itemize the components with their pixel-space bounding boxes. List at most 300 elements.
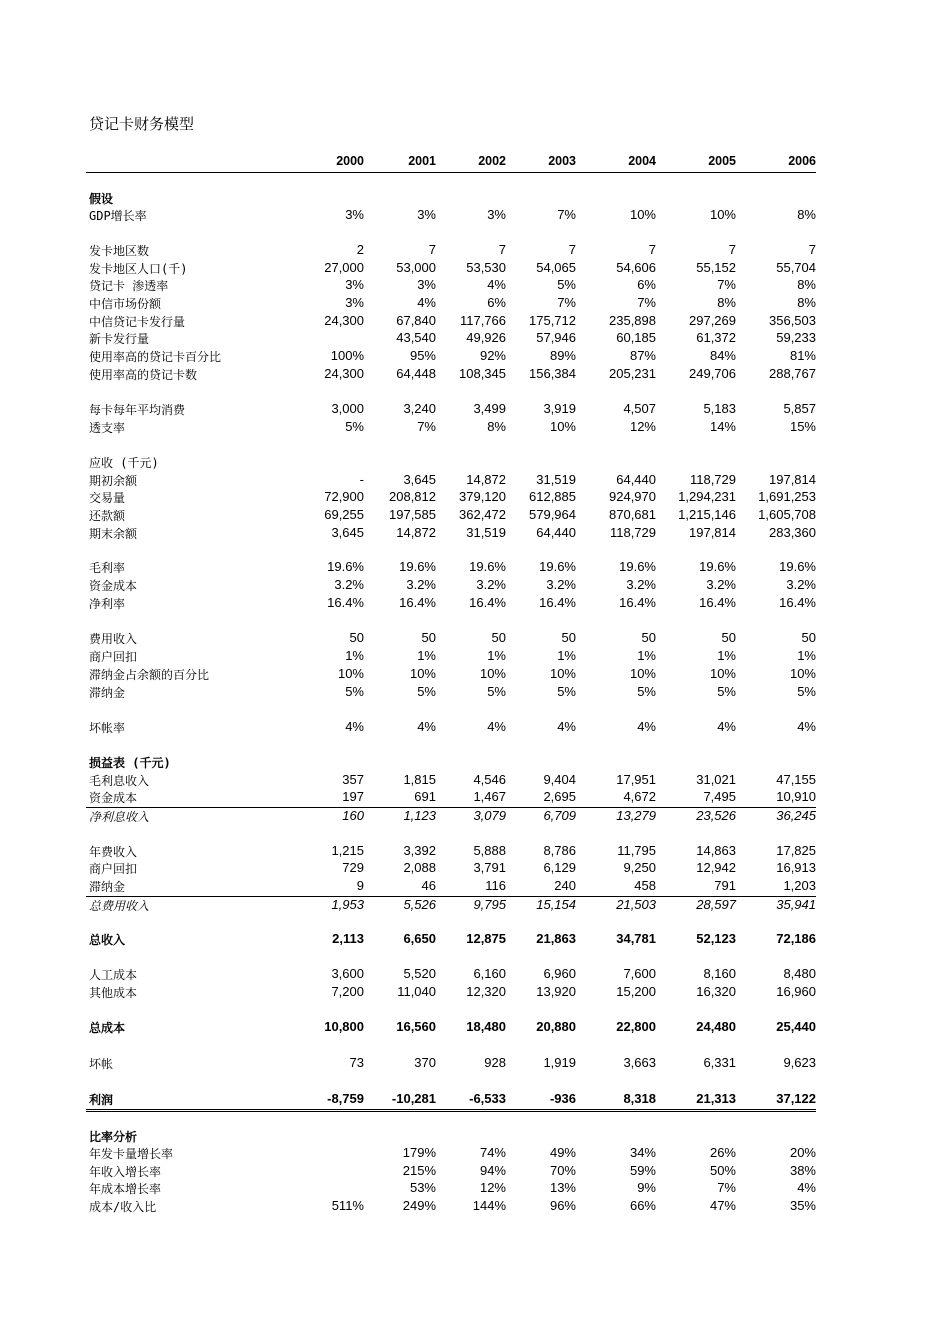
table-row xyxy=(86,807,816,826)
row-label: 滞纳金 xyxy=(89,880,126,894)
cell-2005: 3.2% xyxy=(706,577,736,592)
cell-2004: 4,507 xyxy=(623,401,656,416)
cell-2002: 31,519 xyxy=(466,525,506,540)
cell-2001: 3,392 xyxy=(403,843,436,858)
cell-2003: 16.4% xyxy=(539,595,576,610)
table-row xyxy=(86,295,816,313)
cell-2001: 1,815 xyxy=(403,772,436,787)
cell-2001: 5,520 xyxy=(403,966,436,981)
cell-2001: 7 xyxy=(428,242,436,257)
cell-2005: 16,320 xyxy=(696,984,736,999)
cell-2001: 7% xyxy=(417,419,436,434)
cell-2005: 7% xyxy=(717,277,736,292)
cell-2005: 118,729 xyxy=(689,472,736,487)
row-label: 商户回扣 xyxy=(89,862,138,876)
cell-2003: 2,695 xyxy=(543,789,576,804)
row-label: 费用收入 xyxy=(89,632,138,646)
table-row xyxy=(86,966,816,984)
table-row xyxy=(86,472,816,490)
cell-2001: 5% xyxy=(417,684,436,699)
cell-2003: 13% xyxy=(549,1180,576,1195)
cell-2005: 7,495 xyxy=(703,789,736,804)
table-row xyxy=(86,401,816,419)
table-row xyxy=(86,754,816,772)
cell-2003: 10% xyxy=(549,666,576,681)
cell-2002: 362,472 xyxy=(459,507,506,522)
cell-2000: 4% xyxy=(345,719,364,734)
cell-2004: 4,672 xyxy=(623,789,656,804)
cell-2000: 3% xyxy=(345,277,364,292)
cell-2003: 1,919 xyxy=(543,1055,576,1070)
cell-2000: 73 xyxy=(349,1055,364,1070)
cell-2005: 791 xyxy=(714,878,736,893)
cell-2004: 19.6% xyxy=(619,559,656,574)
cell-2005: 1,215,146 xyxy=(678,507,736,522)
cell-2003: 175,712 xyxy=(529,313,576,328)
cell-2000: 3.2% xyxy=(334,577,364,592)
cell-2003: 4% xyxy=(557,719,576,734)
cell-2002: 116 xyxy=(485,878,506,893)
cell-2003: 6,960 xyxy=(543,966,576,981)
table-row xyxy=(86,277,816,295)
cell-2006: 10% xyxy=(789,666,816,681)
cell-2000: 3,645 xyxy=(331,525,364,540)
cell-2005: 23,526 xyxy=(696,808,736,823)
cell-2002: 108,345 xyxy=(459,366,506,381)
table-row xyxy=(86,559,816,577)
year-header-2000: 2000 xyxy=(336,154,364,168)
cell-2006: 35% xyxy=(789,1198,816,1213)
cell-2003: 19.6% xyxy=(539,559,576,574)
cell-2001: 2,088 xyxy=(403,860,436,875)
row-label: 年发卡量增长率 xyxy=(89,1147,174,1161)
cell-2000: 24,300 xyxy=(324,366,364,381)
cell-2004: 4% xyxy=(637,719,656,734)
cell-2004: 10% xyxy=(629,207,656,222)
cell-2001: 53% xyxy=(409,1180,436,1195)
cell-2001: 197,585 xyxy=(389,507,436,522)
cell-2000: 10% xyxy=(337,666,364,681)
table-row xyxy=(86,260,816,278)
cell-2002: 3.2% xyxy=(476,577,506,592)
cell-2002: 94% xyxy=(479,1163,506,1178)
cell-2006: 59,233 xyxy=(776,330,816,345)
cell-2001: 1% xyxy=(417,648,436,663)
table-row xyxy=(86,896,816,915)
cell-2005: 8,160 xyxy=(703,966,736,981)
cell-2000: 72,900 xyxy=(324,489,364,504)
row-label: 人工成本 xyxy=(89,968,138,982)
cell-2001: 43,540 xyxy=(396,330,436,345)
cell-2005: 31,021 xyxy=(696,772,736,787)
table-row xyxy=(86,242,816,260)
cell-2006: 50 xyxy=(801,630,816,645)
cell-2005: 50% xyxy=(709,1163,736,1178)
table-row xyxy=(86,1091,816,1112)
cell-2006: 9,623 xyxy=(783,1055,816,1070)
cell-2006: 8% xyxy=(797,277,816,292)
cell-2002: 1,467 xyxy=(473,789,506,804)
cell-2006: 15% xyxy=(789,419,816,434)
cell-2003: 612,885 xyxy=(529,489,576,504)
cell-2006: 17,825 xyxy=(776,843,816,858)
cell-2005: 24,480 xyxy=(696,1019,736,1034)
cell-2000: 357 xyxy=(342,772,364,787)
table-row xyxy=(86,1180,816,1198)
cell-2005: 1,294,231 xyxy=(678,489,736,504)
cell-2003: 6,709 xyxy=(543,808,576,823)
table-row xyxy=(86,525,816,543)
cell-2000: 9 xyxy=(356,878,364,893)
cell-2001: 53,000 xyxy=(396,260,436,275)
table-row xyxy=(86,860,816,878)
cell-2001: 5,526 xyxy=(403,897,436,912)
cell-2001: 208,812 xyxy=(389,489,436,504)
cell-2005: 5% xyxy=(717,684,736,699)
row-label: 总收入 xyxy=(89,933,126,947)
cell-2000: - xyxy=(359,472,364,487)
cell-2004: 235,898 xyxy=(609,313,656,328)
cell-2005: 10% xyxy=(709,666,736,681)
cell-2001: 16.4% xyxy=(399,595,436,610)
cell-2003: 10% xyxy=(549,419,576,434)
cell-2005: 14,863 xyxy=(696,843,736,858)
year-header-2002: 2002 xyxy=(478,154,506,168)
cell-2003: 31,519 xyxy=(536,472,576,487)
cell-2002: 5,888 xyxy=(473,843,506,858)
cell-2003: 3,919 xyxy=(543,401,576,416)
cell-2001: 16,560 xyxy=(396,1019,436,1034)
cell-2002: 4,546 xyxy=(473,772,506,787)
cell-2000: 5% xyxy=(345,684,364,699)
page-title: 贷记卡财务模型 xyxy=(89,115,195,133)
cell-2000: 19.6% xyxy=(327,559,364,574)
cell-2003: 96% xyxy=(549,1198,576,1213)
cell-2004: 118,729 xyxy=(609,525,656,540)
cell-2000: 3% xyxy=(345,295,364,310)
cell-2001: 67,840 xyxy=(396,313,436,328)
cell-2001: 95% xyxy=(409,348,436,363)
cell-2004: 13,279 xyxy=(616,808,656,823)
cell-2006: 8,480 xyxy=(783,966,816,981)
cell-2006: 16.4% xyxy=(779,595,816,610)
cell-2005: 14% xyxy=(709,419,736,434)
cell-2003: 579,964 xyxy=(529,507,576,522)
cell-2004: 87% xyxy=(629,348,656,363)
row-label: 商户回扣 xyxy=(89,650,138,664)
table-row xyxy=(86,684,816,702)
cell-2006: 356,503 xyxy=(769,313,816,328)
cell-2004: 458 xyxy=(634,878,656,893)
row-label: 资金成本 xyxy=(89,579,138,593)
cell-2002: 8% xyxy=(487,419,506,434)
cell-2000: 7,200 xyxy=(331,984,364,999)
cell-2003: 3.2% xyxy=(546,577,576,592)
cell-2002: 3% xyxy=(487,207,506,222)
cell-2001: 3.2% xyxy=(406,577,436,592)
row-label: 期末余额 xyxy=(89,527,138,541)
row-label: 应收 (千元) xyxy=(89,456,159,470)
row-label: 透支率 xyxy=(89,421,126,435)
row-label: 每卡每年平均消费 xyxy=(89,403,186,417)
row-label: 年收入增长率 xyxy=(89,1165,162,1179)
cell-2002: 117,766 xyxy=(459,313,506,328)
cell-2006: 8% xyxy=(797,207,816,222)
cell-2005: 7% xyxy=(717,1180,736,1195)
table-row xyxy=(86,630,816,648)
cell-2004: 1% xyxy=(637,648,656,663)
cell-2000: 1,953 xyxy=(331,897,364,912)
cell-2001: 691 xyxy=(414,789,436,804)
cell-2000: 24,300 xyxy=(324,313,364,328)
cell-2001: 19.6% xyxy=(399,559,436,574)
cell-2001: 46 xyxy=(421,878,436,893)
table-row xyxy=(86,666,816,684)
row-label: 中信市场份额 xyxy=(89,297,162,311)
cell-2004: 10% xyxy=(629,666,656,681)
cell-2002: 92% xyxy=(479,348,506,363)
cell-2002: 74% xyxy=(479,1145,506,1160)
row-label: 利润 xyxy=(89,1093,114,1107)
cell-2002: 928 xyxy=(484,1055,506,1070)
cell-2004: 9% xyxy=(637,1180,656,1195)
cell-2002: 12,875 xyxy=(466,931,506,946)
cell-2002: 379,120 xyxy=(459,489,506,504)
cell-2006: 19.6% xyxy=(779,559,816,574)
cell-2005: 12,942 xyxy=(696,860,736,875)
cell-2000: 3% xyxy=(345,207,364,222)
cell-2004: 22,800 xyxy=(616,1019,656,1034)
table-row xyxy=(86,313,816,331)
row-label: 发卡地区数 xyxy=(89,244,150,258)
table-row xyxy=(86,719,816,737)
cell-2001: 64,448 xyxy=(396,366,436,381)
row-label: 损益表 (千元) xyxy=(89,756,171,770)
cell-2003: 5% xyxy=(557,684,576,699)
cell-2004: 3.2% xyxy=(626,577,656,592)
cell-2002: 3,791 xyxy=(473,860,506,875)
cell-2004: 16.4% xyxy=(619,595,656,610)
row-label: 期初余额 xyxy=(89,474,138,488)
cell-2000: 197 xyxy=(342,789,364,804)
cell-2003: 240 xyxy=(554,878,576,893)
cell-2004: 7 xyxy=(648,242,656,257)
cell-2005: 249,706 xyxy=(689,366,736,381)
cell-2002: 9,795 xyxy=(473,897,506,912)
cell-2005: 61,372 xyxy=(696,330,736,345)
row-label: 净利息收入 xyxy=(89,810,150,824)
cell-2002: 10% xyxy=(479,666,506,681)
cell-2002: 7 xyxy=(498,242,506,257)
cell-2006: 4% xyxy=(797,719,816,734)
cell-2004: 59% xyxy=(629,1163,656,1178)
cell-2002: 19.6% xyxy=(469,559,506,574)
cell-2000: 511% xyxy=(331,1198,364,1213)
cell-2003: 8,786 xyxy=(543,843,576,858)
cell-2006: 8% xyxy=(797,295,816,310)
cell-2004: 66% xyxy=(629,1198,656,1213)
cell-2003: 1% xyxy=(557,648,576,663)
table-row xyxy=(86,190,816,208)
table-row xyxy=(86,843,816,861)
cell-2003: 9,404 xyxy=(543,772,576,787)
cell-2003: -936 xyxy=(549,1091,576,1106)
cell-2004: 60,185 xyxy=(616,330,656,345)
row-label: 使用率高的贷记卡数 xyxy=(89,368,198,382)
cell-2006: 5,857 xyxy=(783,401,816,416)
cell-2004: 870,681 xyxy=(609,507,656,522)
cell-2000: 3,000 xyxy=(331,401,364,416)
row-label: 坏帐率 xyxy=(89,721,126,735)
cell-2004: 34,781 xyxy=(616,931,656,946)
cell-2006: 1,605,708 xyxy=(758,507,816,522)
row-label: 交易量 xyxy=(89,491,126,505)
year-header-2005: 2005 xyxy=(708,154,736,168)
row-label: 资金成本 xyxy=(89,791,138,805)
cell-2005: 16.4% xyxy=(699,595,736,610)
cell-2004: 9,250 xyxy=(623,860,656,875)
table-row xyxy=(86,984,816,1002)
cell-2005: 197,814 xyxy=(689,525,736,540)
cell-2004: 7,600 xyxy=(623,966,656,981)
cell-2002: 49,926 xyxy=(466,330,506,345)
cell-2000: 1% xyxy=(345,648,364,663)
cell-2003: 7% xyxy=(557,207,576,222)
cell-2004: 21,503 xyxy=(616,897,656,912)
cell-2004: 34% xyxy=(629,1145,656,1160)
cell-2000: 16.4% xyxy=(327,595,364,610)
cell-2005: 6,331 xyxy=(703,1055,736,1070)
table-row xyxy=(86,1019,816,1037)
cell-2005: 4% xyxy=(717,719,736,734)
table-row xyxy=(86,931,816,949)
row-label: 还款额 xyxy=(89,509,126,523)
row-label: 毛利率 xyxy=(89,561,126,575)
cell-2002: 144% xyxy=(472,1198,506,1213)
cell-2006: 10,910 xyxy=(776,789,816,804)
cell-2000: 729 xyxy=(342,860,364,875)
table-row xyxy=(86,648,816,666)
cell-2000: 2 xyxy=(356,242,364,257)
table-row xyxy=(86,419,816,437)
year-header-row xyxy=(86,152,816,173)
cell-2005: 47% xyxy=(709,1198,736,1213)
cell-2001: 215% xyxy=(402,1163,436,1178)
cell-2004: 54,606 xyxy=(616,260,656,275)
row-label: 贷记卡 渗透率 xyxy=(89,279,169,293)
cell-2004: 8,318 xyxy=(623,1091,656,1106)
table-row xyxy=(86,1163,816,1181)
row-label: 新卡发行量 xyxy=(89,332,150,346)
cell-2002: 5% xyxy=(487,684,506,699)
cell-2004: 924,970 xyxy=(609,489,656,504)
cell-2006: 36,245 xyxy=(776,808,816,823)
cell-2004: 5% xyxy=(637,684,656,699)
cell-2005: 1% xyxy=(717,648,736,663)
table-row xyxy=(86,577,816,595)
cell-2000: -8,759 xyxy=(327,1091,364,1106)
row-label: 坏帐 xyxy=(89,1057,114,1071)
cell-2001: 179% xyxy=(402,1145,436,1160)
row-label: 总成本 xyxy=(89,1021,126,1035)
row-label: 使用率高的贷记卡百分比 xyxy=(89,350,222,364)
row-label: 发卡地区人口(千) xyxy=(89,262,188,276)
cell-2000: 50 xyxy=(349,630,364,645)
cell-2004: 12% xyxy=(629,419,656,434)
row-label: 净利率 xyxy=(89,597,126,611)
cell-2000: 160 xyxy=(342,808,364,823)
cell-2006: 47,155 xyxy=(776,772,816,787)
year-header-2003: 2003 xyxy=(548,154,576,168)
table-row xyxy=(86,1128,816,1146)
cell-2005: 21,313 xyxy=(696,1091,736,1106)
cell-2005: 7 xyxy=(728,242,736,257)
cell-2000: 10,800 xyxy=(324,1019,364,1034)
cell-2001: 4% xyxy=(417,719,436,734)
cell-2006: 3.2% xyxy=(786,577,816,592)
cell-2004: 64,440 xyxy=(616,472,656,487)
table-row xyxy=(86,454,816,472)
cell-2002: 12% xyxy=(479,1180,506,1195)
cell-2006: 16,960 xyxy=(776,984,816,999)
cell-2006: 35,941 xyxy=(776,897,816,912)
cell-2002: 18,480 xyxy=(466,1019,506,1034)
cell-2000: 69,255 xyxy=(324,507,364,522)
cell-2001: 11,040 xyxy=(397,984,436,999)
cell-2005: 8% xyxy=(717,295,736,310)
cell-2001: -10,281 xyxy=(391,1091,436,1106)
cell-2000: 1,215 xyxy=(331,843,364,858)
year-header-2006: 2006 xyxy=(788,154,816,168)
cell-2002: 12,320 xyxy=(466,984,506,999)
cell-2004: 3,663 xyxy=(623,1055,656,1070)
cell-2003: 20,880 xyxy=(536,1019,576,1034)
cell-2004: 17,951 xyxy=(616,772,656,787)
table-row xyxy=(86,330,816,348)
cell-2002: 3,079 xyxy=(473,808,506,823)
cell-2006: 1,691,253 xyxy=(758,489,816,504)
cell-2006: 25,440 xyxy=(776,1019,816,1034)
cell-2003: 64,440 xyxy=(536,525,576,540)
table-row xyxy=(86,1055,816,1073)
cell-2003: 5% xyxy=(557,277,576,292)
row-label: 总费用收入 xyxy=(89,899,150,913)
cell-2003: 13,920 xyxy=(536,984,576,999)
cell-2003: 15,154 xyxy=(536,897,576,912)
cell-2002: 4% xyxy=(487,719,506,734)
cell-2002: 16.4% xyxy=(469,595,506,610)
cell-2006: 72,186 xyxy=(776,931,816,946)
table-row xyxy=(86,789,816,807)
cell-2003: 49% xyxy=(549,1145,576,1160)
cell-2002: 50 xyxy=(491,630,506,645)
cell-2006: 81% xyxy=(789,348,816,363)
cell-2005: 55,152 xyxy=(696,260,736,275)
row-label: 假设 xyxy=(89,192,114,206)
cell-2005: 10% xyxy=(709,207,736,222)
cell-2001: 3% xyxy=(417,207,436,222)
table-row xyxy=(86,1145,816,1163)
cell-2004: 11,795 xyxy=(617,843,656,858)
table-row xyxy=(86,507,816,525)
cell-2002: 53,530 xyxy=(466,260,506,275)
cell-2005: 19.6% xyxy=(699,559,736,574)
cell-2000: 2,113 xyxy=(332,931,364,946)
cell-2006: 1% xyxy=(797,648,816,663)
table-row xyxy=(86,366,816,384)
cell-2003: 7 xyxy=(568,242,576,257)
cell-2003: 156,384 xyxy=(529,366,576,381)
